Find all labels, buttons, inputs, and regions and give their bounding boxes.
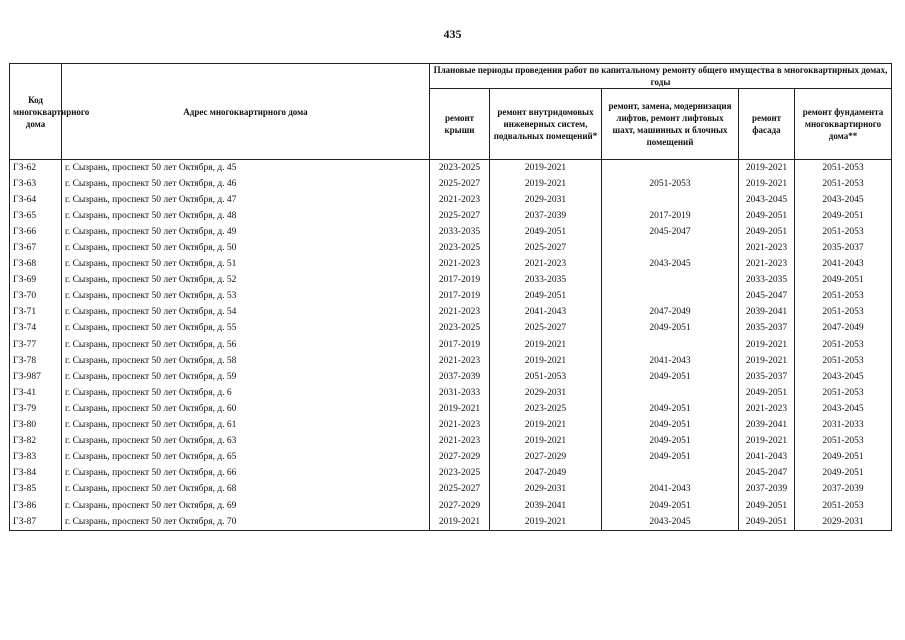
cell-address: г. Сызрань, проспект 50 лет Октября, д. 69 xyxy=(62,498,430,514)
cell-lifts: 2051-2053 xyxy=(602,176,739,192)
cell-code: ГЗ-85 xyxy=(10,482,62,498)
cell-systems: 2019-2021 xyxy=(490,353,602,369)
cell-code: ГЗ-86 xyxy=(10,498,62,514)
table-row xyxy=(10,176,892,192)
cell-roof: 2025-2027 xyxy=(430,482,490,498)
cell-systems: 2049-2051 xyxy=(490,289,602,305)
cell-code: ГЗ-82 xyxy=(10,434,62,450)
cell-roof: 2037-2039 xyxy=(430,369,490,385)
cell-foundation: 2051-2053 xyxy=(795,176,892,192)
cell-roof: 2027-2029 xyxy=(430,450,490,466)
cell-address: г. Сызрань, проспект 50 лет Октября, д. 65 xyxy=(62,450,430,466)
cell-systems: 2019-2021 xyxy=(490,418,602,434)
cell-foundation: 2051-2053 xyxy=(795,305,892,321)
cell-foundation: 2051-2053 xyxy=(795,224,892,240)
cell-facade: 2035-2037 xyxy=(739,321,795,337)
header-lifts: ремонт, замена, модернизация лифтов, ремонт лифтовых шахт, машинных и блочных помещений xyxy=(602,89,739,160)
cell-address: г. Сызрань, проспект 50 лет Октября, д. 60 xyxy=(62,401,430,417)
cell-address: г. Сызрань, проспект 50 лет Октября, д. 58 xyxy=(62,353,430,369)
cell-foundation: 2047-2049 xyxy=(795,321,892,337)
cell-roof: 2021-2023 xyxy=(430,257,490,273)
table-row xyxy=(10,369,892,385)
cell-facade: 2039-2041 xyxy=(739,418,795,434)
cell-roof: 2033-2035 xyxy=(430,224,490,240)
cell-foundation: 2049-2051 xyxy=(795,466,892,482)
cell-facade: 2039-2041 xyxy=(739,305,795,321)
cell-lifts xyxy=(602,466,739,482)
cell-lifts: 2049-2051 xyxy=(602,498,739,514)
table-row xyxy=(10,466,892,482)
table-row xyxy=(10,434,892,450)
cell-foundation: 2051-2053 xyxy=(795,498,892,514)
cell-systems: 2029-2031 xyxy=(490,482,602,498)
cell-systems: 2041-2043 xyxy=(490,305,602,321)
cell-systems: 2019-2021 xyxy=(490,434,602,450)
cell-roof: 2021-2023 xyxy=(430,434,490,450)
page-number: 435 xyxy=(443,27,462,41)
cell-foundation: 2031-2033 xyxy=(795,418,892,434)
cell-facade: 2045-2047 xyxy=(739,466,795,482)
table-row xyxy=(10,385,892,401)
cell-systems: 2019-2021 xyxy=(490,337,602,353)
table-row xyxy=(10,321,892,337)
table-row xyxy=(10,482,892,498)
cell-code: ГЗ-71 xyxy=(10,305,62,321)
cell-foundation: 2049-2051 xyxy=(795,273,892,289)
cell-lifts xyxy=(602,192,739,208)
cell-code: ГЗ-67 xyxy=(10,240,62,256)
cell-foundation: 2043-2045 xyxy=(795,369,892,385)
cell-roof: 2023-2025 xyxy=(430,321,490,337)
cell-foundation: 2049-2051 xyxy=(795,450,892,466)
cell-facade: 2045-2047 xyxy=(739,289,795,305)
cell-roof: 2023-2025 xyxy=(430,160,490,177)
cell-address: г. Сызрань, проспект 50 лет Октября, д. 61 xyxy=(62,418,430,434)
cell-code: ГЗ-74 xyxy=(10,321,62,337)
table-row xyxy=(10,305,892,321)
cell-code: ГЗ-66 xyxy=(10,224,62,240)
cell-roof: 2021-2023 xyxy=(430,353,490,369)
cell-foundation: 2029-2031 xyxy=(795,514,892,531)
cell-facade: 2037-2039 xyxy=(739,482,795,498)
cell-roof: 2021-2023 xyxy=(430,192,490,208)
cell-address: г. Сызрань, проспект 50 лет Октября, д. 54 xyxy=(62,305,430,321)
table-row xyxy=(10,353,892,369)
cell-facade: 2019-2021 xyxy=(739,160,795,177)
cell-systems: 2025-2027 xyxy=(490,321,602,337)
cell-foundation: 2051-2053 xyxy=(795,337,892,353)
cell-systems: 2023-2025 xyxy=(490,401,602,417)
cell-facade: 2035-2037 xyxy=(739,369,795,385)
cell-address: г. Сызрань, проспект 50 лет Октября, д. 47 xyxy=(62,192,430,208)
cell-facade: 2021-2023 xyxy=(739,240,795,256)
cell-code: ГЗ-65 xyxy=(10,208,62,224)
cell-address: г. Сызрань, проспект 50 лет Октября, д. 55 xyxy=(62,321,430,337)
cell-lifts: 2045-2047 xyxy=(602,224,739,240)
cell-code: ГЗ-84 xyxy=(10,466,62,482)
cell-roof: 2023-2025 xyxy=(430,466,490,482)
table-body xyxy=(10,160,892,531)
cell-code: ГЗ-41 xyxy=(10,385,62,401)
cell-lifts: 2043-2045 xyxy=(602,514,739,531)
cell-lifts xyxy=(602,289,739,305)
table-row xyxy=(10,450,892,466)
cell-code: ГЗ-80 xyxy=(10,418,62,434)
cell-foundation: 2043-2045 xyxy=(795,401,892,417)
cell-lifts xyxy=(602,385,739,401)
cell-foundation: 2041-2043 xyxy=(795,257,892,273)
header-systems: ремонт внутридомовых инженерных систем, подвальных помещений* xyxy=(490,89,602,160)
cell-lifts: 2041-2043 xyxy=(602,482,739,498)
cell-lifts xyxy=(602,337,739,353)
cell-address: г. Сызрань, проспект 50 лет Октября, д. 63 xyxy=(62,434,430,450)
table-row xyxy=(10,224,892,240)
cell-systems: 2029-2031 xyxy=(490,192,602,208)
cell-systems: 2033-2035 xyxy=(490,273,602,289)
cell-roof: 2021-2023 xyxy=(430,418,490,434)
cell-foundation: 2049-2051 xyxy=(795,208,892,224)
cell-lifts: 2047-2049 xyxy=(602,305,739,321)
cell-foundation: 2051-2053 xyxy=(795,434,892,450)
cell-code: ГЗ-987 xyxy=(10,369,62,385)
cell-facade: 2019-2021 xyxy=(739,434,795,450)
cell-address: г. Сызрань, проспект 50 лет Октября, д. 6 xyxy=(62,385,430,401)
cell-facade: 2049-2051 xyxy=(739,514,795,531)
cell-address: г. Сызрань, проспект 50 лет Октября, д. 56 xyxy=(62,337,430,353)
cell-facade: 2049-2051 xyxy=(739,208,795,224)
cell-code: ГЗ-83 xyxy=(10,450,62,466)
cell-lifts: 2049-2051 xyxy=(602,401,739,417)
cell-lifts xyxy=(602,240,739,256)
cell-systems: 2029-2031 xyxy=(490,385,602,401)
cell-code: ГЗ-78 xyxy=(10,353,62,369)
cell-systems: 2019-2021 xyxy=(490,176,602,192)
cell-systems: 2025-2027 xyxy=(490,240,602,256)
cell-address: г. Сызрань, проспект 50 лет Октября, д. 68 xyxy=(62,482,430,498)
cell-facade: 2049-2051 xyxy=(739,385,795,401)
table-row xyxy=(10,240,892,256)
cell-lifts: 2049-2051 xyxy=(602,321,739,337)
cell-facade: 2019-2021 xyxy=(739,353,795,369)
header-roof: ремонт крыши xyxy=(430,89,490,160)
cell-facade: 2033-2035 xyxy=(739,273,795,289)
cell-systems: 2037-2039 xyxy=(490,208,602,224)
cell-lifts: 2043-2045 xyxy=(602,257,739,273)
table-row xyxy=(10,498,892,514)
cell-address: г. Сызрань, проспект 50 лет Октября, д. 45 xyxy=(62,160,430,177)
cell-facade: 2019-2021 xyxy=(739,337,795,353)
cell-lifts: 2049-2051 xyxy=(602,369,739,385)
table-row xyxy=(10,418,892,434)
cell-roof: 2017-2019 xyxy=(430,289,490,305)
cell-roof: 2031-2033 xyxy=(430,385,490,401)
cell-systems: 2047-2049 xyxy=(490,466,602,482)
cell-foundation: 2051-2053 xyxy=(795,385,892,401)
table-row xyxy=(10,273,892,289)
cell-address: г. Сызрань, проспект 50 лет Октября, д. 66 xyxy=(62,466,430,482)
cell-address: г. Сызрань, проспект 50 лет Октября, д. 46 xyxy=(62,176,430,192)
table-row xyxy=(10,337,892,353)
table-row xyxy=(10,192,892,208)
cell-code: ГЗ-68 xyxy=(10,257,62,273)
table-row xyxy=(10,208,892,224)
table-row xyxy=(10,289,892,305)
cell-roof: 2021-2023 xyxy=(430,305,490,321)
cell-facade: 2049-2051 xyxy=(739,498,795,514)
table-row xyxy=(10,160,892,177)
cell-roof: 2025-2027 xyxy=(430,208,490,224)
cell-lifts xyxy=(602,273,739,289)
cell-foundation: 2043-2045 xyxy=(795,192,892,208)
cell-foundation: 2051-2053 xyxy=(795,353,892,369)
cell-facade: 2021-2023 xyxy=(739,257,795,273)
cell-lifts: 2017-2019 xyxy=(602,208,739,224)
cell-roof: 2023-2025 xyxy=(430,240,490,256)
cell-address: г. Сызрань, проспект 50 лет Октября, д. 49 xyxy=(62,224,430,240)
cell-roof: 2025-2027 xyxy=(430,176,490,192)
header-address: Адрес многоквартирного дома xyxy=(62,64,430,160)
cell-facade: 2049-2051 xyxy=(739,224,795,240)
table-header xyxy=(10,64,892,160)
cell-address: г. Сызрань, проспект 50 лет Октября, д. 70 xyxy=(62,514,430,531)
cell-facade: 2041-2043 xyxy=(739,450,795,466)
cell-lifts: 2049-2051 xyxy=(602,450,739,466)
cell-facade: 2043-2045 xyxy=(739,192,795,208)
cell-foundation: 2051-2053 xyxy=(795,160,892,177)
cell-systems: 2019-2021 xyxy=(490,514,602,531)
header-code: Код многоквартирного дома xyxy=(10,64,62,160)
cell-lifts xyxy=(602,160,739,177)
cell-lifts: 2049-2051 xyxy=(602,434,739,450)
cell-code: ГЗ-77 xyxy=(10,337,62,353)
cell-address: г. Сызрань, проспект 50 лет Октября, д. 51 xyxy=(62,257,430,273)
cell-code: ГЗ-79 xyxy=(10,401,62,417)
cell-systems: 2051-2053 xyxy=(490,369,602,385)
table-row xyxy=(10,401,892,417)
cell-roof: 2019-2021 xyxy=(430,401,490,417)
cell-lifts: 2041-2043 xyxy=(602,353,739,369)
cell-code: ГЗ-87 xyxy=(10,514,62,531)
cell-foundation: 2037-2039 xyxy=(795,482,892,498)
cell-roof: 2017-2019 xyxy=(430,273,490,289)
cell-code: ГЗ-62 xyxy=(10,160,62,177)
cell-address: г. Сызрань, проспект 50 лет Октября, д. 59 xyxy=(62,369,430,385)
cell-foundation: 2051-2053 xyxy=(795,289,892,305)
cell-address: г. Сызрань, проспект 50 лет Октября, д. 53 xyxy=(62,289,430,305)
cell-lifts: 2049-2051 xyxy=(602,418,739,434)
cell-facade: 2019-2021 xyxy=(739,176,795,192)
cell-systems: 2027-2029 xyxy=(490,450,602,466)
cell-foundation: 2035-2037 xyxy=(795,240,892,256)
cell-address: г. Сызрань, проспект 50 лет Октября, д. 52 xyxy=(62,273,430,289)
cell-systems: 2021-2023 xyxy=(490,257,602,273)
cell-roof: 2017-2019 xyxy=(430,337,490,353)
cell-roof: 2019-2021 xyxy=(430,514,490,531)
header-periods-title: Плановые периоды проведения работ по капитальному ремонту общего имущества в многоквартирных домах, годы xyxy=(430,64,892,89)
header-facade: ремонт фасада xyxy=(739,89,795,160)
header-foundation: ремонт фундамента многоквартирного дома** xyxy=(795,89,892,160)
cell-systems: 2039-2041 xyxy=(490,498,602,514)
cell-code: ГЗ-70 xyxy=(10,289,62,305)
cell-systems: 2049-2051 xyxy=(490,224,602,240)
table-row xyxy=(10,257,892,273)
cell-address: г. Сызрань, проспект 50 лет Октября, д. 50 xyxy=(62,240,430,256)
cell-code: ГЗ-63 xyxy=(10,176,62,192)
cell-code: ГЗ-64 xyxy=(10,192,62,208)
cell-facade: 2021-2023 xyxy=(739,401,795,417)
capital-repair-schedule-table xyxy=(9,63,892,531)
cell-roof: 2027-2029 xyxy=(430,498,490,514)
cell-code: ГЗ-69 xyxy=(10,273,62,289)
cell-address: г. Сызрань, проспект 50 лет Октября, д. 48 xyxy=(62,208,430,224)
cell-systems: 2019-2021 xyxy=(490,160,602,177)
table-row xyxy=(10,514,892,531)
